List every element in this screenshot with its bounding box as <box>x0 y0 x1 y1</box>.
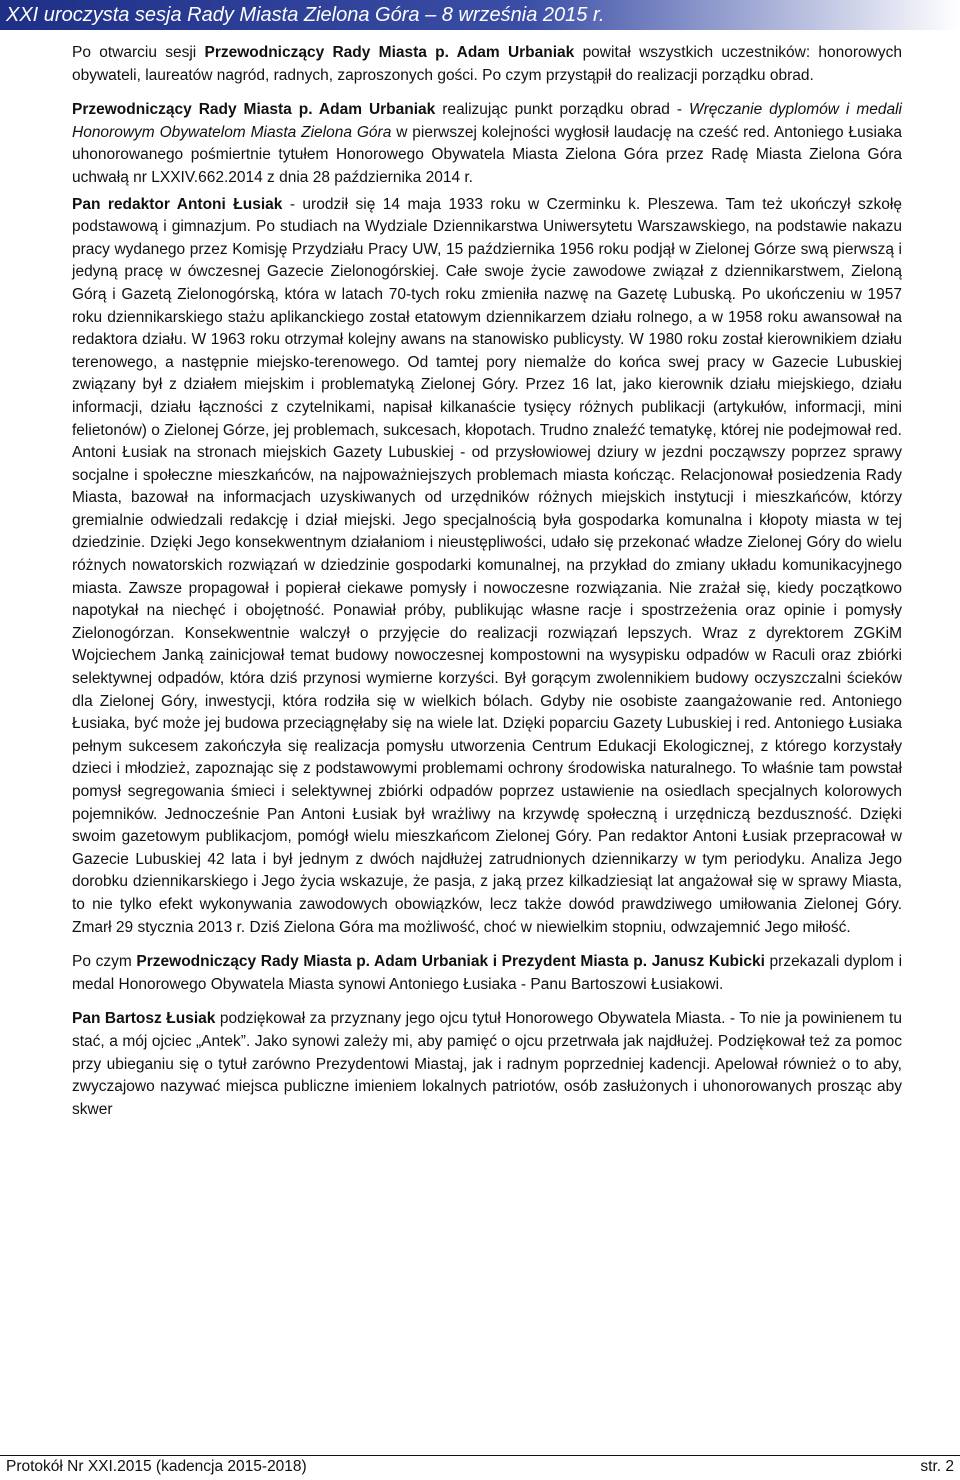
page-header-bar <box>0 0 960 30</box>
text-span: realizując punkt porządku obrad - <box>435 101 689 119</box>
paragraph-biography <box>36 194 902 940</box>
bold-name: Pan Bartosz Łusiak <box>72 1010 216 1028</box>
bold-name: Przewodniczący Rady Miasta p. Adam Urbaniak i Prezydent Miasta p. Janusz Kubicki <box>136 953 765 971</box>
text-span: Po otwarciu sesji <box>72 44 205 61</box>
footer-protocol-label: Protokół Nr XXI.2015 (kadencja 2015-2018) <box>6 1458 307 1475</box>
footer-divider <box>0 1455 960 1456</box>
text-span: podziękował za przyznany jego ojcu tytuł Honorowego Obywatela Miasta. - To nie ja powinienem tu stać, a mój ojciec „Antek”. Jako synowi zależy mi, aby pamięć o ojcu przetrwała jak najdłużej. Podziękował też za pomoc przy ubieganiu się o tytuł zarówno Prezydentowi Miastaj, jak i radnym poprzedniej kadencji. Apelował również o to aby, zwyczajowo nazywać miejsca publiczne imieniem lokalnych patriotów, osób zasłużonych i uhonorowanych prosząc aby skwer <box>72 1010 902 1118</box>
paragraph-laudation-intro <box>36 99 902 189</box>
paragraph-opening <box>36 42 902 87</box>
bold-name: Przewodniczący Rady Miasta p. Adam Urbaniak <box>72 101 436 119</box>
text-span: przekazali dyplom i medal Honorowego Obywatela Miasta synowi Antoniego Łusiaka - Panu Bartoszowi Łusiakowi. <box>72 953 903 993</box>
bold-name: Pan redaktor Antoni Łusiak <box>72 195 283 213</box>
paragraph-thanks <box>36 1008 902 1121</box>
bold-name: Przewodniczący Rady Miasta p. Adam Urbaniak <box>204 44 575 61</box>
footer-page-number: str. 2 <box>920 1458 954 1475</box>
page-header-title: XXI uroczysta sesja Rady Miasta Zielona Góra – 8 września 2015 r. <box>6 4 605 26</box>
italic-agenda-item: Wręczanie dyplomów i medali Honorowym Obywatelom Miasta Zielona Góra <box>72 101 902 141</box>
text-span: Po czym <box>72 953 137 971</box>
text-span: powitał wszystkich uczestników: honorowych obywateli, laureatów nagród, radnych, zaproszonych gości. Po czym przystąpił do realizacji porządku obrad. <box>72 44 902 84</box>
document-body <box>36 42 902 1133</box>
text-span: w pierwszej kolejności wygłosił laudację na cześć red. Antoniego Łusiaka uhonorowanego pośmiertnie tytułem Honorowego Obywatela Miasta Zielona Góra przez Radę Miasta Zielona Góra uchwałą nr LXXIV.662.2014 z dnia 28 października 2014 r. <box>72 123 902 186</box>
paragraph-award-handover <box>36 951 902 996</box>
text-span: - urodził się 14 maja 1933 roku w Czerminku k. Pleszewa. Tam też ukończył szkołę podstawową i gimnazjum. Po studiach na Wydziale Dziennikarstwa Uniwersytetu Warszawskiego, na podstawie nakazu pracy wydanego przez Komisję Przydziału Pracy UW, 15 października 1956 roku podjął w Zielonej Górze swą pierwszą i jedyną pracę w ówczesnej Gazecie Zielonogórskiej. Całe swoje życie zawodowe związał z dziennikarstwem, Zieloną Górą i Gazetą Zielonogórską, która w latach 70-tych roku zmieniła nazwę na Gazetę Lubuską. Po ukończeniu w 1957 roku dziennikarskiego stażu aplikanckiego został etatowym dziennikarzem działu rolnego, a w 1958 roku awansował na redaktora działu. W 1963 roku otrzymał kolejny awans na stanowisko publicysty. W 1980 roku został kierownikiem działu terenowego, a następnie miejsko-terenowego. Od tamtej pory niemalże do końca swej pracy w Gazecie Lubuskiej związany był z działem miejskim i problematyką Zielonej Góry. Przez 16 lat, jako kierownik działu miejskiego, działu informacji, działu łączności z czytelnikami, napisał kilkanaście tysięcy różnych publikacji (artykułów, informacji, mini felietonów) o Zielonej Górze, jej problemach, sukcesach, kłopotach. Trudno znaleźć tematykę, której nie podejmował red. Antoni Łusiak na stronach miejskich Gazety Lubuskiej - od przysłowiowej dziury w jezdni począwszy poprzez sprawy socjalne i społeczne mieszkańców, na najpoważniejszych problemach miasta kończąc. Relacjonował posiedzenia Rady Miasta, bazował na informacjach uzyskiwanych od urzędników różnych miejskich instytucji i mieszkańców, którzy gremialnie odwiedzali redakcję i dział miejski. Jego specjalnością była gospodarka komunalna i kłopoty miasta w tej dziedzinie. Dzięki Jego konsekwentnym działaniom i nieustępliwości, udało się przekonać władze Zielonej Góry do wielu różnych nowatorskich rozwiązań w dziedzinie gospodarki komunalnej, na przykład do zmiany układu komunikacyjnego miasta. Zawsze propagował i popierał ciekawe pomysły i nowoczesne rozwiązania. Nie zrażał się, kiedy początkowo napotykał na niechęć i obojętność. Ponawiał próby, publikując własne racje i spostrzeżenia oraz opinie i pomysły Zielonogórzan. Konsekwentnie walczył o przyjęcie do realizacji rozwiązań lepszych. Wraz z dyrektorem ZGKiM Wojciechem Janką zainicjował temat budowy nowoczesnej kompostowni na wysypisku odpadów w Raculi oraz zbiórki selektywnej odpadów, która dziś przynosi wymierne korzyści. Był gorącym zwolennikiem budowy oczyszczalni ścieków dla Zielonej Góry, inwestycji, która rodziła się w wielkich bólach. Gdyby nie osobiste zaangażowanie red. Antoniego Łusiaka, być może jej budowa przeciągnęłaby się na wiele lat. Dzięki poparciu Gazety Lubuskiej i red. Antoniego Łusiaka pełnym sukcesem zakończyła się realizacja pomysłu utworzenia Centrum Edukacji Ekologicznej, z którego korzystały dzieci i młodzież, zapoznając się z podstawowymi problemami ochrony środowiska naturalnego. To właśnie tam powstał pomysł segregowania śmieci i selektywnej zbiórki odpadów poprzez ustawienie na osiedlach specjalnych kolorowych pojemników. Jednocześnie Pan Antoni Łusiak był wrażliwy na krzywdę społeczną i urzędniczą bezduszność. Dzięki swoim gazetowym publikacjom, pomógł wielu mieszkańcom Zielonej Góry. Pan redaktor Antoni Łusiak przepracował w Gazecie Lubuskiej 42 lata i był jednym z dwóch najdłużej zatrudnionych dziennikarzy w tym periodyku. Analiza Jego dorobku dziennikarskiego i Jego życia wskazuje, że pasja, z jaką przez kilkadziesiąt lat angażował się w sprawy Miasta, to nie tylko efekt wykonywania zawodowych obowiązków, lecz także dowód prawdziwego umiłowania Zielonej Góry. Zmarł 29 stycznia 2013 r. Dziś Zielona Góra ma możliwość, choć w niewielkim stopniu, odwzajemnić Jego miłość. <box>72 195 902 936</box>
